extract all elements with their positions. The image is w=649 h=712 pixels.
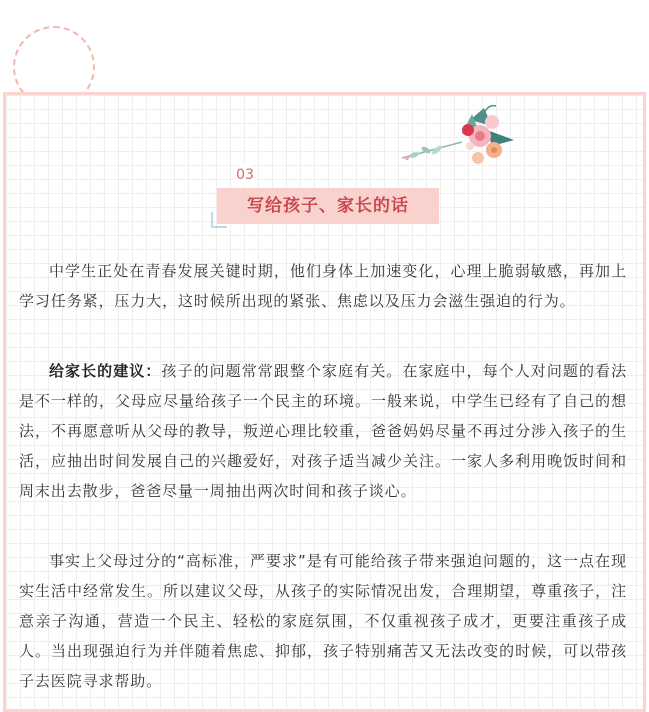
- flower-bouquet-icon: [392, 100, 522, 190]
- advice-body: 孩子的问题常常跟整个家庭有关。在家庭中，每个人对问题的看法是不一样的，父母应尽量给孩子一个民主的环境。一般来说，中学生已经有了自己的想法，不再愿意听从父母的教导，叛逆心理比较重，爸爸妈妈尽量不再过分涉入孩子的生活，应抽出时间发展自己的兴趣爱好，对孩子适当减少关注。一家人多利用晚饭时间和周末出去散步，爸爸尽量一周抽出两次时间和孩子谈心。: [19, 362, 627, 500]
- title-corner-decoration: [211, 212, 227, 228]
- section-number: 03: [232, 164, 258, 186]
- advice-lead: 给家长的建议：: [49, 362, 162, 380]
- paragraph-parent-advice: [19, 356, 627, 506]
- section-title: 写给孩子、家长的话: [217, 188, 439, 224]
- paragraph-intro: 中学生正处在青春发展关键时期，他们身体上加速变化，心理上脆弱敏感，再加上学习任务紧，压力大，这时候所出现的紧张、焦虑以及压力会滋生强迫的行为。: [19, 262, 627, 310]
- paragraph-high-standards: 事实上父母过分的“高标准，严要求”是有可能给孩子带来强迫问题的，这一点在现实生活中经常发生。所以建议父母，从孩子的实际情况出发，合理期望，尊重孩子，注意亲子沟通，营造一个民主、轻松的家庭氛围，不仅重视孩子成才，更要注重孩子成人。当出现强迫行为并伴随着焦虑、抑郁，孩子特别痛苦又无法改变的时候，可以带孩子去医院寻求帮助。: [19, 552, 627, 690]
